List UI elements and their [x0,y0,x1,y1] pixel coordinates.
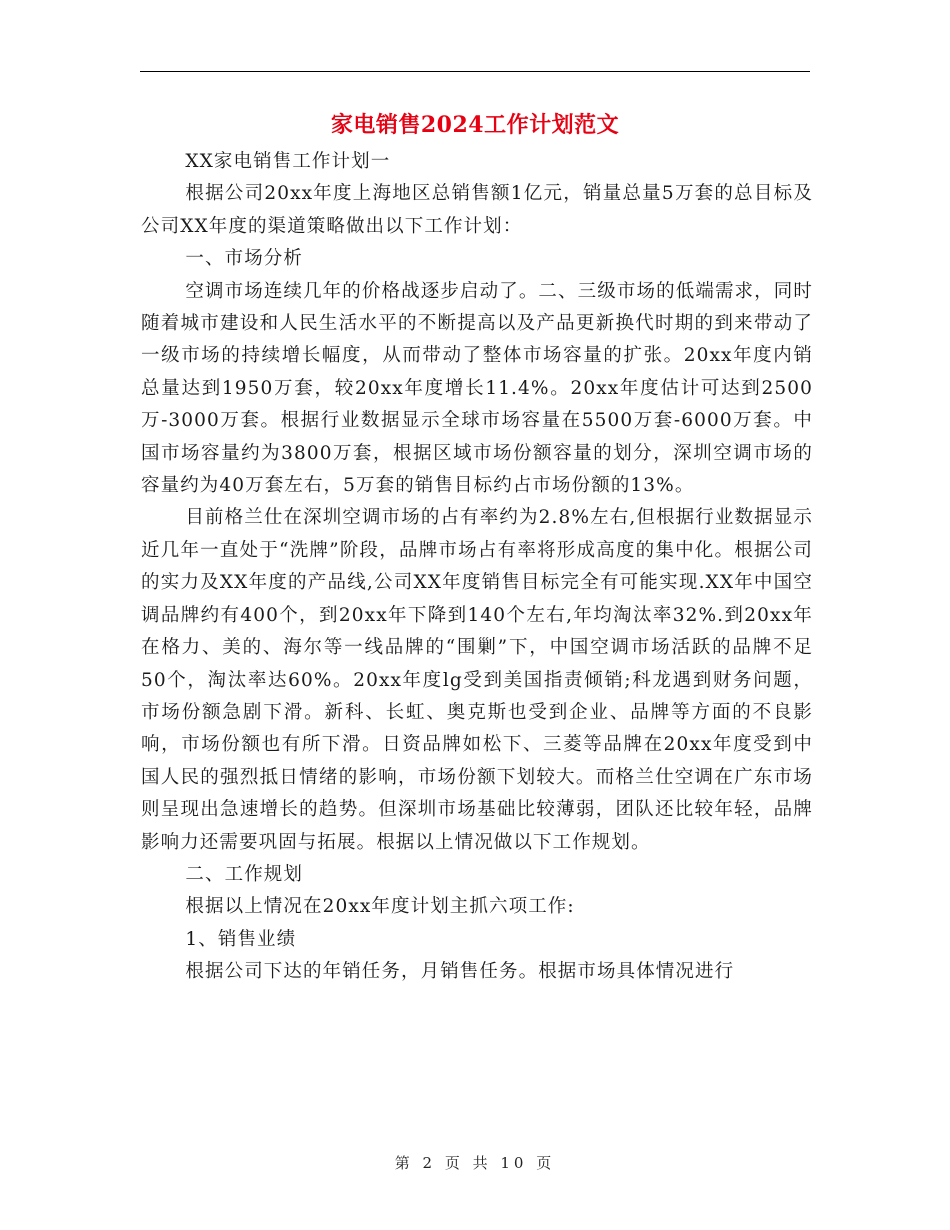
body-paragraph: 根据以上情况在20xx年度计划主抓六项工作: [185,896,575,918]
document-body [141,146,813,989]
body-paragraph: 根据公司20xx年度上海地区总销售额1亿元，销量总量5万套的总目标及公司XX年度的渠道策略做出以下工作计划： [141,183,813,237]
body-paragraph: 空调市场连续几年的价格战逐步启动了。二、三级市场的低端需求，同时随着城市建设和人民生活水平的不断提高以及产品更新换代时期的到来带动了一级市场的持续增长幅度，从而带动了整体市场容量的扩张。20xx年度内销总量达到1950万套，较20xx年度增长11.4%。20xx年度估计可达到2500万-3000万套。根据行业数据显示全球市场容量在5500万套-6000万套。中国市场容量约为3800万套，根据区域市场份额容量的划分，深圳空调市场的容量约为40万套左右，5万套的销售目标约占市场份额的13%。 [141,280,813,497]
header-rule [140,71,810,72]
section-heading: 1、销售业绩 [185,928,297,950]
document-title: 家电销售2024工作计划范文 [330,112,620,138]
body-paragraph: 目前格兰仕在深圳空调市场的占有率约为2.8%左右,但根据行业数据显示近几年一直处于“洗牌”阶段，品牌市场占有率将形成高度的集中化。根据公司的实力及XX年度的产品线,公司XX年度销售目标完全有可能实现.XX年中国空调品牌约有400个，到20xx年下降到140个左右,年均淘汰率32%.到20xx年在格力、美的、海尔等一线品牌的“围剿”下，中国空调市场活跃的品牌不足50个，淘汰率达60%。20xx年度lg受到美国指责倾销;科龙遇到财务问题，市场份额急剧下滑。新科、长虹、奥克斯也受到企业、品牌等方面的不良影响，市场份额也有所下滑。日资品牌如松下、三菱等品牌在20xx年度受到中国人民的强烈抵日情绪的影响，市场份额下划较大。而格兰仕空调在广东市场则呈现出急速增长的趋势。但深圳市场基础比较薄弱，团队还比较年轻，品牌影响力还需要巩固与拓展。根据以上情况做以下工作规划。 [141,507,813,853]
page-number: 第 2 页 共 10 页 [394,1154,556,1172]
section-heading: XX家电销售工作计划一 [185,151,391,172]
section-heading: 一、市场分析 [185,248,303,270]
section-heading: 二、工作规划 [185,863,303,885]
body-paragraph: 根据公司下达的年销任务，月销售任务。根据市场具体情况进行 [185,961,735,983]
